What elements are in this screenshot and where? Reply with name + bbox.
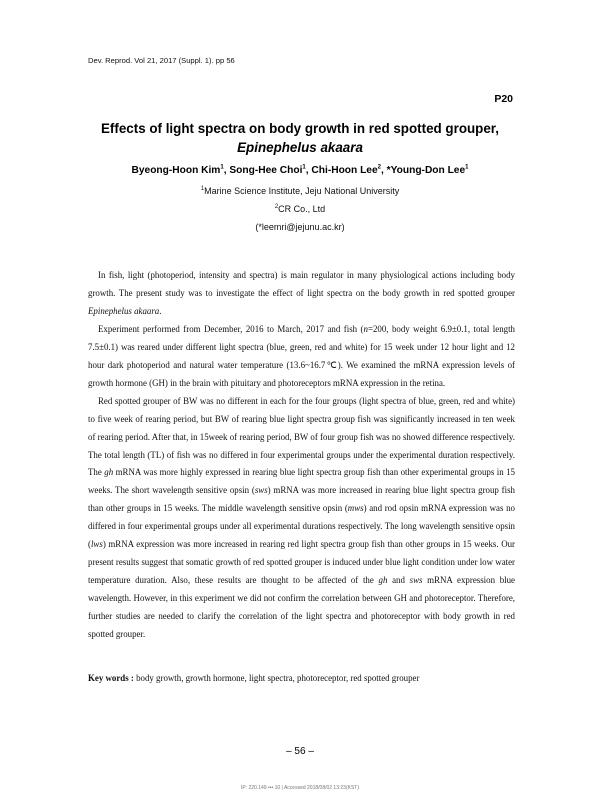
title-main: Effects of light spectra on body growth in red spotted grouper, [100, 121, 500, 136]
text-run: =200, body weight 6.9±0.1, total length 7.5±0.1) was reared under different light spectra (blue, green, red and white) for 15 week under 12 hour light and 12 hour dark photoperiod and natural water temperature (13.6~16.7℃). We examined the mRNA expression levels of growth hormone (GH) in the brain with pituitary and photoreceptors mRNA expression in the retina. [88, 323, 515, 388]
abstract-body [88, 267, 515, 644]
author-name: *Young-Don Lee [386, 165, 466, 176]
author-separator: , [380, 165, 387, 176]
gene-name: lws [90, 539, 103, 550]
abstract-paragraph [88, 321, 515, 393]
author-separator: , [305, 165, 312, 176]
gene-name: gh [378, 575, 388, 586]
gene-name: gh [104, 467, 114, 478]
author-affiliation-mark: 1 [302, 164, 306, 171]
keywords-line [88, 671, 515, 685]
affiliation-text: Marine Science Institute, Jeju National University [204, 186, 400, 196]
affiliation-text: CR Co., Ltd [278, 204, 326, 214]
author-affiliation-mark: 1 [220, 164, 224, 171]
text-run: ) mRNA expression was more increased in rearing red light spectra group fish than other groups in 15 weeks. Our present results suggest that somatic growth of red spotted grouper is induced under blue light condition under low water temperature duration. Also, these results are thought to be affected of the [88, 539, 515, 586]
author-name: Song-Hee Choi [229, 165, 303, 176]
abstract-paragraph [88, 267, 515, 321]
text-run: In fish, light (photoperiod, intensity and spectra) is main regulator in many physiological actions including body growth. The present study was to investigate the effect of light spectra on the body growth in red spotted grouper [88, 270, 515, 298]
affiliation-mark: 1 [200, 186, 205, 192]
text-run: mRNA was more highly expressed in rearing blue light spectra group fish than other experimental groups in 15 weeks. The short wavelength sensitive opsin ( [88, 467, 515, 496]
keywords-text: body growth, growth hormone, light spectra, photoreceptor, red spotted grouper [133, 673, 420, 683]
page-number: – 56 – [286, 746, 314, 757]
paper-title [60, 119, 540, 157]
gene-name: sws [409, 575, 423, 586]
poster-id: P20 [494, 93, 513, 105]
abstract-paragraph [88, 393, 515, 644]
author-list [60, 165, 540, 176]
affiliation-mark: 2 [274, 204, 279, 210]
gene-name: sws [254, 485, 268, 496]
affiliation-1 [60, 186, 540, 196]
contact-email: (*leemri@jejunu.ac.kr) [255, 222, 345, 232]
text-run: . [159, 305, 162, 316]
text-run: ) and rod opsin mRNA expression was no differed in four experimental groups under all experimental durations respectively. The long wavelength sensitive opsin ( [88, 503, 515, 550]
text-run: and [387, 575, 410, 586]
author-name: Chi-Hoon Lee [311, 165, 378, 176]
journal-reference: Dev. Reprod. Vol 21, 2017 (Suppl. 1). pp 56 [88, 56, 235, 65]
italic-term: n [363, 323, 368, 334]
author-name: Byeong-Hoon Kim [131, 165, 221, 176]
author-affiliation-mark: 2 [377, 164, 381, 171]
species-name: Epinephelus akaara [88, 305, 160, 316]
text-run: Red spotted grouper of BW was no different in each for the four groups (light spectra of blue, green, red and white) to five week of rearing period, but BW of rearing blue light spectra group fish was significantly increased in ten week of rearing period. After that, in 15week of rearing period, BW of four group fish was no showed difference respectively. The total length (TL) of fish was no differed in four experimental groups under the experimental duration respectively. The [88, 395, 515, 478]
keywords-label: Key words : [88, 673, 134, 683]
text-run: mRNA expression blue wavelength. However, in this experiment we did not confirm the correlation between GH and photoreceptor. Therefore, further studies are needed to clarify the correlation of the light spectra and photoreceptor with body growth in red spotted grouper. [88, 575, 515, 640]
text-run: ) mRNA was more increased in rearing blue light spectra group fish than other groups in 15 weeks. The middle wavelength sensitive opsin ( [88, 485, 515, 514]
title-species: Epinephelus akaara [237, 140, 363, 155]
access-note: IP: 220.149.•••.10 | Accessed 2018/08/02 13:23(KST) [240, 785, 359, 791]
text-run: Experiment performed from December, 2016 to March, 2017 and fish ( [98, 323, 364, 334]
affiliation-2 [60, 204, 540, 214]
gene-name: mws [347, 503, 364, 514]
author-affiliation-mark: 1 [465, 164, 469, 171]
author-separator: , [223, 165, 230, 176]
